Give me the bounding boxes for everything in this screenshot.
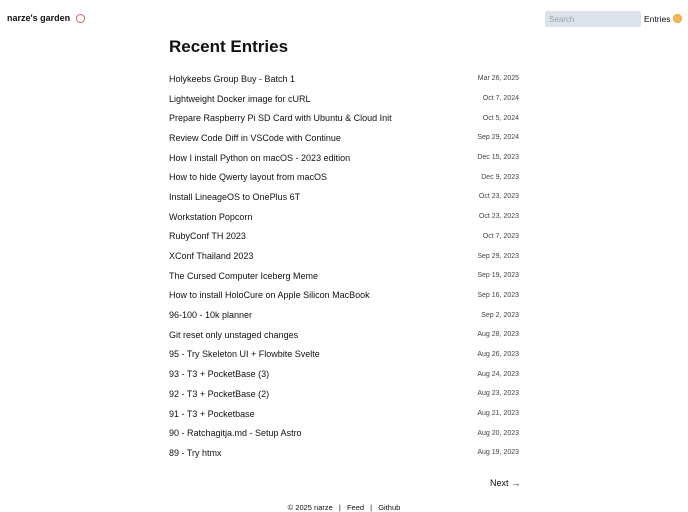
footer-separator: |	[370, 503, 373, 512]
entry-date: Dec 15, 2023	[477, 154, 519, 162]
entry-date: Aug 26, 2023	[477, 350, 519, 358]
entry-title-link[interactable]: 91 - T3 + Pocketbase	[169, 408, 255, 419]
entry-title-link[interactable]: How to install HoloCure on Apple Silicon MacBook	[169, 290, 370, 301]
entry-row	[169, 286, 519, 306]
entry-date: Mar 26, 2025	[477, 75, 519, 83]
site-title-link[interactable]	[7, 13, 85, 23]
entry-row	[169, 148, 519, 168]
entry-row	[169, 404, 519, 424]
entry-row	[169, 345, 519, 365]
entry-date: Sep 29, 2024	[477, 134, 519, 142]
entry-row	[169, 266, 519, 286]
entry-title-link[interactable]: Git reset only unstaged changes	[169, 329, 299, 340]
entry-date: Aug 24, 2023	[477, 370, 519, 378]
entry-row	[169, 128, 519, 148]
entry-date: Aug 21, 2023	[477, 410, 519, 418]
circle-outline-icon	[76, 14, 85, 23]
entry-title-link[interactable]: Holykeebs Group Buy - Batch 1	[169, 73, 296, 84]
entry-date: Aug 23, 2023	[477, 390, 519, 398]
entry-row	[169, 108, 519, 128]
entry-date: Oct 7, 2024	[482, 95, 519, 103]
entry-title-link[interactable]: Workstation Popcorn	[169, 211, 253, 222]
entry-row	[169, 384, 519, 404]
entry-title-link[interactable]: How to hide Qwerty layout from macOS	[169, 172, 328, 183]
next-label: Next	[490, 478, 509, 488]
entry-date: Aug 19, 2023	[477, 449, 519, 457]
entry-title-link[interactable]: 96-100 - 10k planner	[169, 310, 253, 321]
entry-row	[169, 187, 519, 207]
entry-date: Sep 19, 2023	[477, 272, 519, 280]
arrow-right-icon: →	[511, 478, 521, 488]
entry-title-link[interactable]: 95 - Try Skeleton UI + Flowbite Svelte	[169, 349, 320, 360]
entry-title-link[interactable]: Install LineageOS to OnePlus 6T	[169, 191, 301, 202]
entry-title-link[interactable]: 89 - Try htmx	[169, 447, 222, 458]
entry-title-link[interactable]: Lightweight Docker image for cURL	[169, 93, 311, 104]
next-page-link[interactable]	[490, 478, 521, 488]
entry-title-link[interactable]: RubyConf TH 2023	[169, 231, 246, 242]
github-link[interactable]: Github	[378, 503, 401, 512]
entry-title-link[interactable]: 92 - T3 + PocketBase (2)	[169, 388, 270, 399]
entry-row	[169, 325, 519, 345]
nav-entries-link[interactable]: Entries	[644, 14, 671, 24]
entry-row	[169, 207, 519, 227]
entry-title-link[interactable]: The Cursed Computer Iceberg Meme	[169, 270, 319, 281]
entry-row	[169, 246, 519, 266]
entry-date: Oct 7, 2023	[482, 232, 519, 240]
entry-title-link[interactable]: 90 - Ratchagitja.md - Setup Astro	[169, 428, 302, 439]
entry-date: Oct 23, 2023	[478, 193, 519, 201]
footer	[0, 503, 688, 512]
entry-title-link[interactable]: 93 - T3 + PocketBase (3)	[169, 369, 270, 380]
entry-date: Sep 16, 2023	[477, 291, 519, 299]
entry-date: Aug 20, 2023	[477, 429, 519, 437]
search-input[interactable]	[545, 11, 641, 27]
entry-row	[169, 443, 519, 463]
entry-row	[169, 423, 519, 443]
entry-date: Dec 9, 2023	[481, 173, 519, 181]
entry-date: Sep 2, 2023	[481, 311, 519, 319]
entry-date: Aug 28, 2023	[477, 331, 519, 339]
entry-title-link[interactable]: Prepare Raspberry Pi SD Card with Ubuntu & Cloud Init	[169, 113, 392, 124]
entry-title-link[interactable]: How I install Python on macOS - 2023 edition	[169, 152, 351, 163]
copyright-text: © 2025 narze	[287, 503, 333, 512]
entry-title-link[interactable]: Review Code Diff in VSCode with Continue	[169, 132, 341, 143]
footer-separator: |	[338, 503, 341, 512]
site-title-text: narze's garden	[7, 13, 71, 23]
entry-row	[169, 364, 519, 384]
entry-date: Oct 23, 2023	[478, 213, 519, 221]
entry-row	[169, 167, 519, 187]
entry-date: Oct 5, 2024	[482, 114, 519, 122]
entry-list	[169, 69, 519, 463]
entry-row	[169, 227, 519, 247]
entry-row	[169, 69, 519, 89]
entry-date: Sep 29, 2023	[477, 252, 519, 260]
entry-row	[169, 305, 519, 325]
feed-link[interactable]: Feed	[346, 503, 365, 512]
page-title: Recent Entries	[169, 37, 289, 56]
entry-title-link[interactable]: XConf Thailand 2023	[169, 251, 254, 262]
sun-icon[interactable]	[673, 14, 682, 23]
entry-row	[169, 89, 519, 109]
